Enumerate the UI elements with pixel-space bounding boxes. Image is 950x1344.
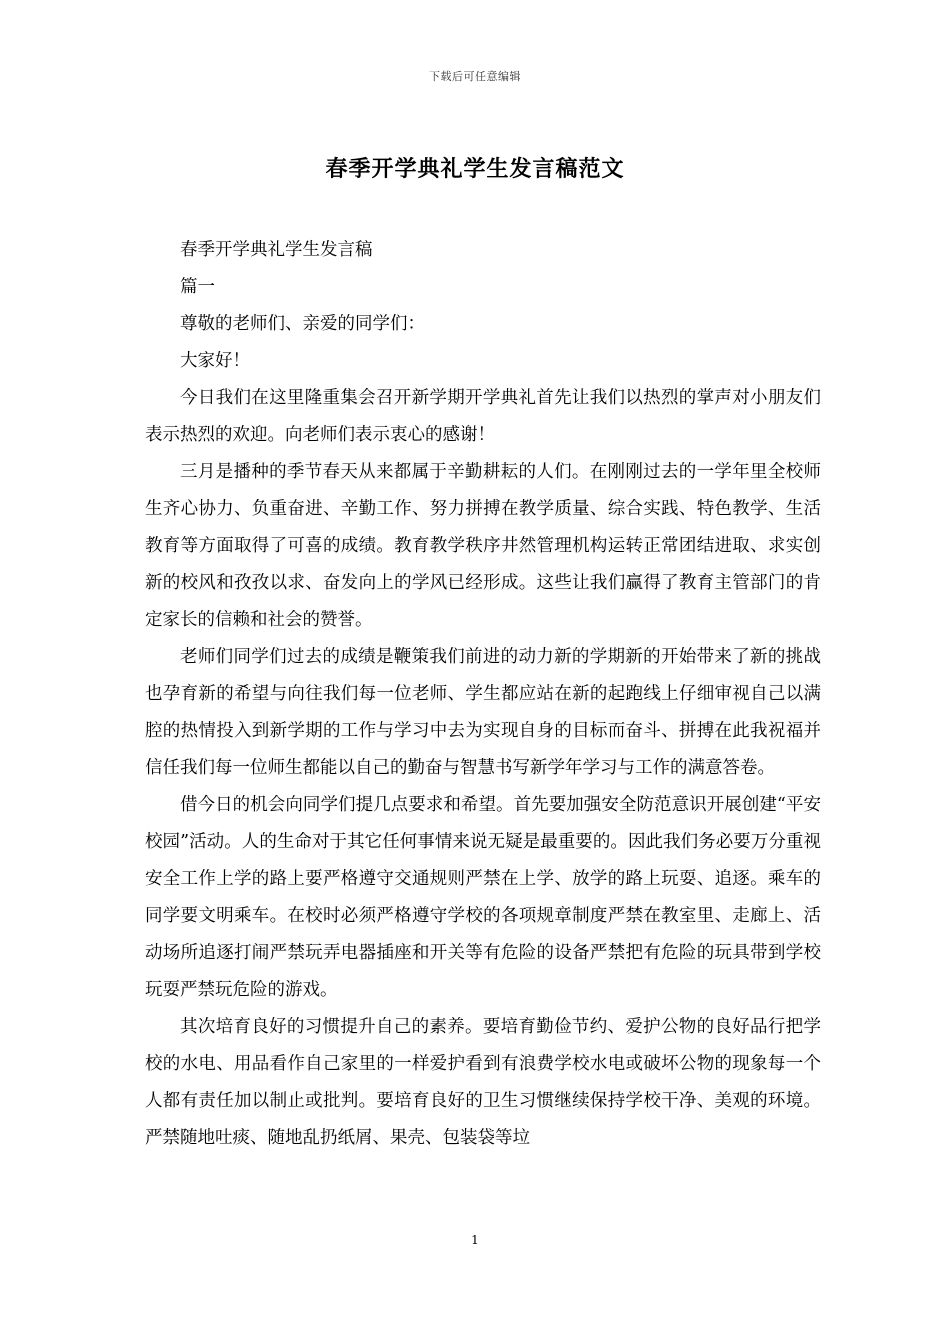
page-number: 1 — [471, 1233, 479, 1247]
document-body — [145, 232, 821, 1157]
paragraph-welcome: 今日我们在这里隆重集会召开新学期开学典礼首先让我们以热烈的掌声对小朋友们表示热烈的欢迎。向老师们表示衷心的感谢！ — [145, 388, 821, 445]
paragraph-habits: 其次培育良好的习惯提升自己的素养。要培育勤俭节约、爱护公物的良好品行把学校的水电、用品看作自己家里的一样爱护看到有浪费学校水电或破坏公物的现象每一个人都有责任加以制止或批判。要培育良好的卫生习惯继续保持学校干净、美观的环境。严禁随地吐痰、随地乱扔纸屑、果壳、包装袋等垃 — [145, 1017, 821, 1148]
paragraph-part-label: 篇一 — [180, 277, 215, 297]
header-note: 下载后可任意编辑 — [429, 70, 521, 83]
paragraph-salutation: 尊敬的老师们、亲爱的同学们： — [180, 314, 425, 334]
paragraph-greeting: 大家好！ — [180, 351, 250, 371]
paragraph-speech-title: 春季开学典礼学生发言稿 — [180, 240, 373, 260]
document-title: 春季开学典礼学生发言稿范文 — [325, 156, 625, 182]
paragraph-achievements: 三月是播种的季节春天从来都属于辛勤耕耘的人们。在刚刚过去的一学年里全校师生齐心协力、负重奋进、辛勤工作、努力拼搏在教学质量、综合实践、特色教学、生活教育等方面取得了可喜的成绩。教育教学秩序井然管理机构运转正常团结进取、求实创新的校风和孜孜以求、奋发向上的学风已经形成。这些让我们赢得了教育主管部门的肯定家长的信赖和社会的赞誉。 — [145, 462, 821, 630]
paragraph-safety: 借今日的机会向同学们提几点要求和希望。首先要加强安全防范意识开展创建“平安校园”活动。人的生命对于其它任何事情来说无疑是最重要的。因此我们务必要万分重视安全工作上学的路上要严格遵守交通规则严禁在上学、放学的路上玩耍、追逐。乘车的同学要文明乘车。在校时必须严格遵守学校的各项规章制度严禁在教室里、走廊上、活动场所追逐打闹严禁玩弄电器插座和开关等有危险的设备严禁把有危险的玩具带到学校玩耍严禁玩危险的游戏。 — [145, 795, 821, 1000]
paragraph-new-semester: 老师们同学们过去的成绩是鞭策我们前进的动力新的学期新的开始带来了新的挑战也孕育新的希望与向往我们每一位老师、学生都应站在新的起跑线上仔细审视自己以满腔的热情投入到新学期的工作与学习中去为实现自身的目标而奋斗、拼搏在此我祝福并信任我们每一位师生都能以自己的勤奋与智慧书写新学年学习与工作的满意答卷。 — [145, 647, 821, 778]
